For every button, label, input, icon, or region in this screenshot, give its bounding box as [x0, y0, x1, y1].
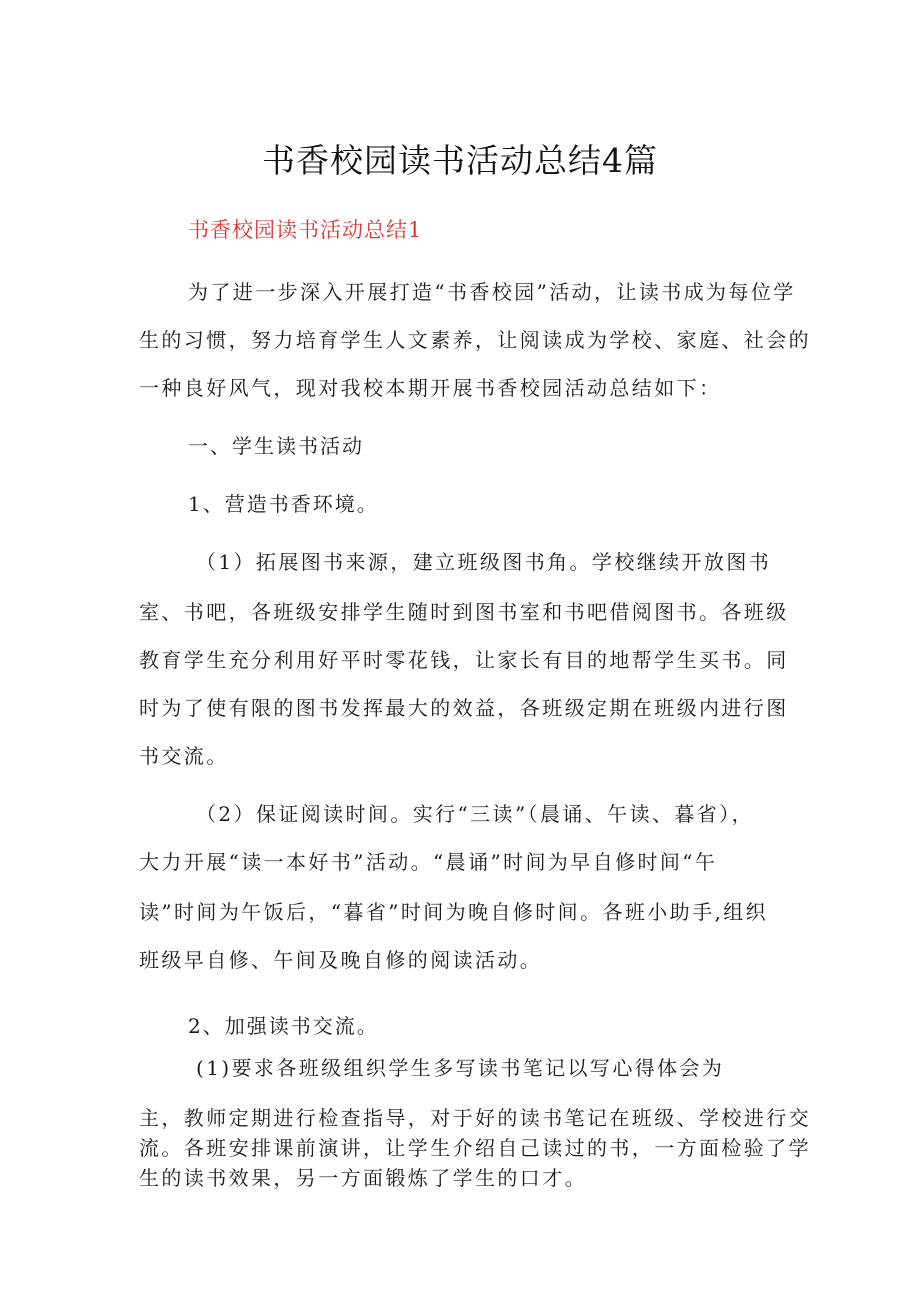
item1-p1-line-1: （1）拓展图书来源，建立班级图书角。学校继续开放图书: [196, 550, 772, 574]
item1-p2-line-4: 班级早自修、午间及晚自修的阅读活动。: [139, 948, 543, 972]
intro-line-1: 为了进一步深入开展打造“书香校园”活动，让读书成为每位学: [188, 280, 796, 304]
item2-p1-line-3: 流。各班安排课前演讲，让学生介绍自己读过的书，一方面检验了学: [139, 1136, 811, 1160]
item1-p1-line-2: 室、书吧，各班级安排学生随时到图书室和书吧借阅图书。各班级: [139, 600, 789, 624]
item1-p1-line-4: 时为了使有限的图书发挥最大的效益，各班级定期在班级内进行图: [139, 696, 789, 720]
item2-p1-line-1: (1)要求各班级组织学生多写读书笔记以写心得体会为: [196, 1056, 725, 1080]
item1-p2-line-3: 读”时间为午饭后，“暮省”时间为晚自修时间。各班小助手,组织: [139, 900, 769, 924]
intro-line-3: 一种良好风气，现对我校本期开展书香校园活动总结如下：: [139, 376, 722, 400]
item1-p2-line-2: 大力开展“读一本好书”活动。“晨诵”时间为早自修时间“午: [139, 850, 718, 874]
item2-p1-line-4: 生的读书效果，另一方面锻炼了学生的口才。: [139, 1166, 587, 1190]
item1-p1-line-3: 教育学生充分利用好平时零花钱，让家长有目的地帮学生买书。同: [139, 648, 789, 672]
section-subtitle: 书香校园读书活动总结1: [188, 218, 423, 242]
item2-heading: 2、加强读书交流。: [188, 1014, 379, 1038]
item1-p1-line-5: 书交流。: [139, 744, 229, 768]
item1-heading: 1、营造书香环境。: [188, 492, 379, 516]
page-title: 书香校园读书活动总结4篇: [262, 141, 658, 180]
intro-line-2: 生的习惯，努力培育学生人文素养，让阅读成为学校、家庭、社会的: [139, 328, 811, 352]
item1-p2-line-1: （2）保证阅读时间。实行“三读”（晨诵、午读、暮省），: [196, 802, 754, 826]
section-heading: 一、学生读书活动: [188, 434, 364, 458]
item2-p1-line-2: 主，教师定期进行检查指导，对于好的读书笔记在班级、学校进行交: [139, 1106, 811, 1130]
